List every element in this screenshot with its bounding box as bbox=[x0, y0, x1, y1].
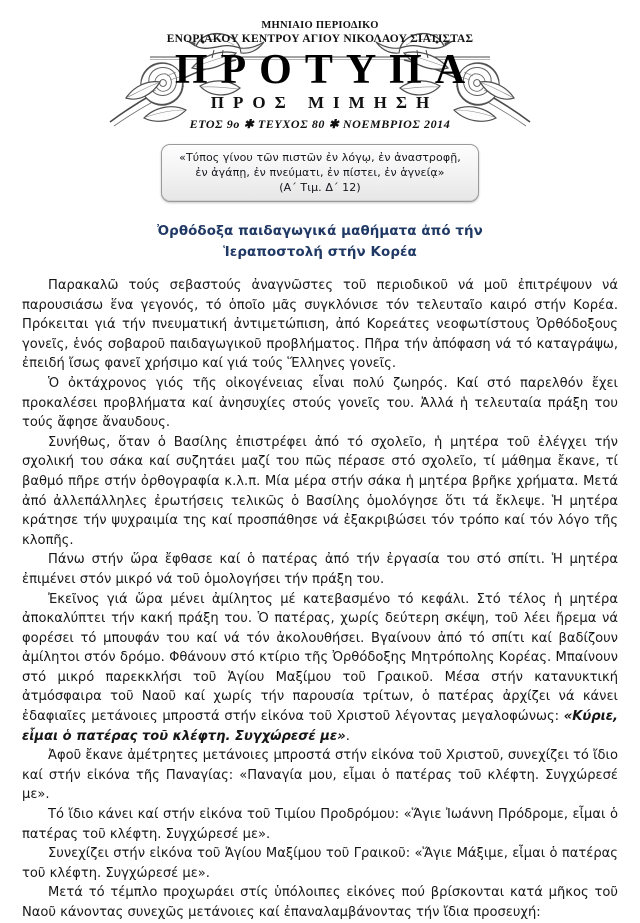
masthead bbox=[0, 0, 640, 140]
article-paragraph: Συνεχίζει στήν εἰκόνα τοῦ Ἁγίου Μαξίμου τοῦ Γραικοῦ: «Ἅγιε Μάξιμε, εἶμαι ὁ πατέρας τοῦ κλέφτη. Συγχώρεσέ με». bbox=[22, 846, 618, 881]
article-paragraph-with-prayer bbox=[22, 590, 618, 747]
article-paragraph: Ἀφοῦ ἔκανε ἀμέτρητες μετάνοιες μπροστά στήν εἰκόνα τοῦ Χριστοῦ, συνεχίζει τό ἴδιο καί στήν εἰκόνα τῆς Παναγίας: «Παναγία μου, εἶμαι ὁ πατέρας τοῦ κλέφτη. Συγχώρεσέ με». bbox=[22, 748, 618, 803]
article-paragraph: Πάνω στήν ὥρα ἔφθασε καί ὁ πατέρας ἀπό τήν ἐργασία του στό σπίτι. Ἡ μητέρα ἐπιμένει στόν μικρό νά τοῦ ὁμολογήσει τήν πράξη του. bbox=[22, 552, 618, 587]
article-title-line-1: Ὀρθόδοξα παιδαγωγικά μαθήματα ἀπό τήν bbox=[157, 224, 483, 239]
publication-title: ΠΡΟΤΥΠΑ bbox=[174, 47, 479, 93]
issue-line: ΕΤΟΣ 9ο ✱ ΤΕΥΧΟΣ 80 ✱ ΝΟΕΜΒΡΙΟΣ 2014 bbox=[189, 117, 451, 131]
scripture-verse-quote: «Τύπος γίνου τῶν πιστῶν ἐν λόγῳ, ἐν ἀναστροφῇ, ἐν ἀγάπῃ, ἐν πνεύματι, ἐν πίστει, ἐν ἁγνείᾳ» bbox=[179, 151, 461, 179]
highlighted-prayer-tail: . bbox=[345, 728, 350, 744]
publication-subtitle: ΠΡΟΣ ΜΙΜΗΣΗ bbox=[210, 93, 439, 112]
scripture-verse-box bbox=[161, 144, 479, 202]
scripture-verse-text bbox=[172, 150, 468, 195]
article-paragraph: Τό ἴδιο κάνει καί στήν εἰκόνα τοῦ Τιμίου Προδρόμου: «Ἅγιε Ἰωάννη Πρόδρομε, εἶμαι ὁ πατέρας τοῦ κλέφτη. Συγχώρεσέ με». bbox=[22, 807, 618, 842]
article-paragraph: Μετά τό τέμπλο προχωράει στίς ὑπόλοιπες εἰκόνες πού βρίσκονται κατά μῆκος τοῦ Ναοῦ κάνοντας συνεχῶς μετάνοιες καί ἐπαναλαμβάνοντας τήν ἴδια προσευχή: bbox=[22, 885, 618, 920]
masthead-kicker-line1: ΜΗΝΙΑΙΟ ΠΕΡΙΟΔΙΚΟ bbox=[261, 20, 379, 31]
article-paragraph: Παρακαλῶ τούς σεβαστούς ἀναγνῶστες τοῦ περιοδικοῦ νά μοῦ ἐπιτρέψουν νά παρουσιάσω ἕνα γεγονός, τό ὁποῖο μᾶς συγκλόνισε τόν τελευταῖο καιρό στήν Κορέα. Πρόκειται γιά τήν πνευματική ἀντιμετώπιση, ἀπό Κορεάτες νεοφωτίστους Ὀρθόδοξους γονεῖς, ἑνός σοβαροῦ παιδαγωγικοῦ προβλήματος. Πῆρα τήν ἀπόφαση νά τό καταγράψω, ἐπειδή ἴσως φανεῖ χρήσιμο καί γιά τούς Ἕλληνες γονεῖς. bbox=[22, 278, 618, 372]
highlighted-prayer-quote: «Κύριε, εἶμαι ὁ πατέρας τοῦ κλέφτη. Συγχώρεσέ με» bbox=[22, 709, 618, 744]
masthead-floral-engraving bbox=[0, 0, 640, 140]
article-body bbox=[22, 276, 618, 923]
article-paragraph-lead: Ἐκεῖνος γιά ὥρα μένει ἀμίλητος μέ κατεβασμένο τό κεφάλι. Στό τέλος ἡ μητέρα ἀποκαλύπτει τήν κακή πράξη του. Ὁ πατέρας, χωρίς δεύτερη σκέψη, τοῦ λέει ἤρεμα νά φορέσει τό μπουφάν του καί νά τόν ἀκολουθήσει. Βγαίνουν ἀπό τό σπίτι καί βαδίζουν ἀμίλητοι στόν δρόμο. Φθάνουν στό κτίριο τῆς Ὀρθόδοξης Μητρόπολης Κορέας. Μπαίνουν στό μικρό παρεκκλήσι τοῦ Ἁγίου Μαξίμου τοῦ Γραικοῦ. Μέσα στήν κατανυκτική ἀτμόσφαιρα τοῦ Ναοῦ καί χωρίς τήν παρουσία τρίτων, ὁ πατέρας ἀρχίζει νά κάνει ἐδαφιαῖες μετάνοιες μπροστά στήν εἰκόνα τοῦ Χριστοῦ λέγοντας μεγαλοφώνως: bbox=[22, 591, 618, 725]
masthead-kicker-line2: ΕΝΟΡΙΑΚΟΥ ΚΕΝΤΡΟΥ ΑΓΙΟΥ ΝΙΚΟΛΑΟΥ ΣΙΑΤΙΣΤΑΣ bbox=[166, 33, 474, 45]
scripture-verse-zone bbox=[0, 144, 640, 202]
article-title bbox=[85, 221, 555, 263]
scripture-verse-reference: (Α΄ Τιμ. Δ΄ 12) bbox=[279, 181, 361, 194]
article-paragraph: Συνήθως, ὅταν ὁ Βασίλης ἐπιστρέφει ἀπό τό σχολεῖο, ἡ μητέρα τοῦ ἐλέγχει τήν σχολική του σάκα καί συζητάει μαζί του πῶς πέρασε στό σχολεῖο, τί μάθημα ἔκανε, τί βαθμό πῆρε στήν ὀρθογραφία κ.λ.π. Μία μέρα στήν σάκα ἡ μητέρα βρῆκε χρήματα. Μετά ἀπό ἀλλεπάλληλες ἐρωτήσεις τελικῶς ὁ Βασίλης ὁμολόγησε ὅτι τά ἔκλεψε. Ἡ μητέρα κράτησε τήν ψυχραιμία της καί προσπάθησε νά ἐξακριβώσει τόν τρόπο καί τόν λόγο τῆς κλοπῆς. bbox=[22, 434, 618, 548]
article-paragraph: Ὁ ὀκτάχρονος γιός τῆς οἰκογένειας εἶναι πολύ ζωηρός. Καί στό παρελθόν ἔχει προκαλέσει προβλήματα καί ἀνησυχίες στούς γονεῖς του. Ἀλλά ἡ τελευταία πράξη του τούς ἄφησε ἄναυδους. bbox=[22, 375, 618, 431]
article-title-line-2: Ἱεραποστολή στήν Κορέα bbox=[223, 245, 417, 260]
